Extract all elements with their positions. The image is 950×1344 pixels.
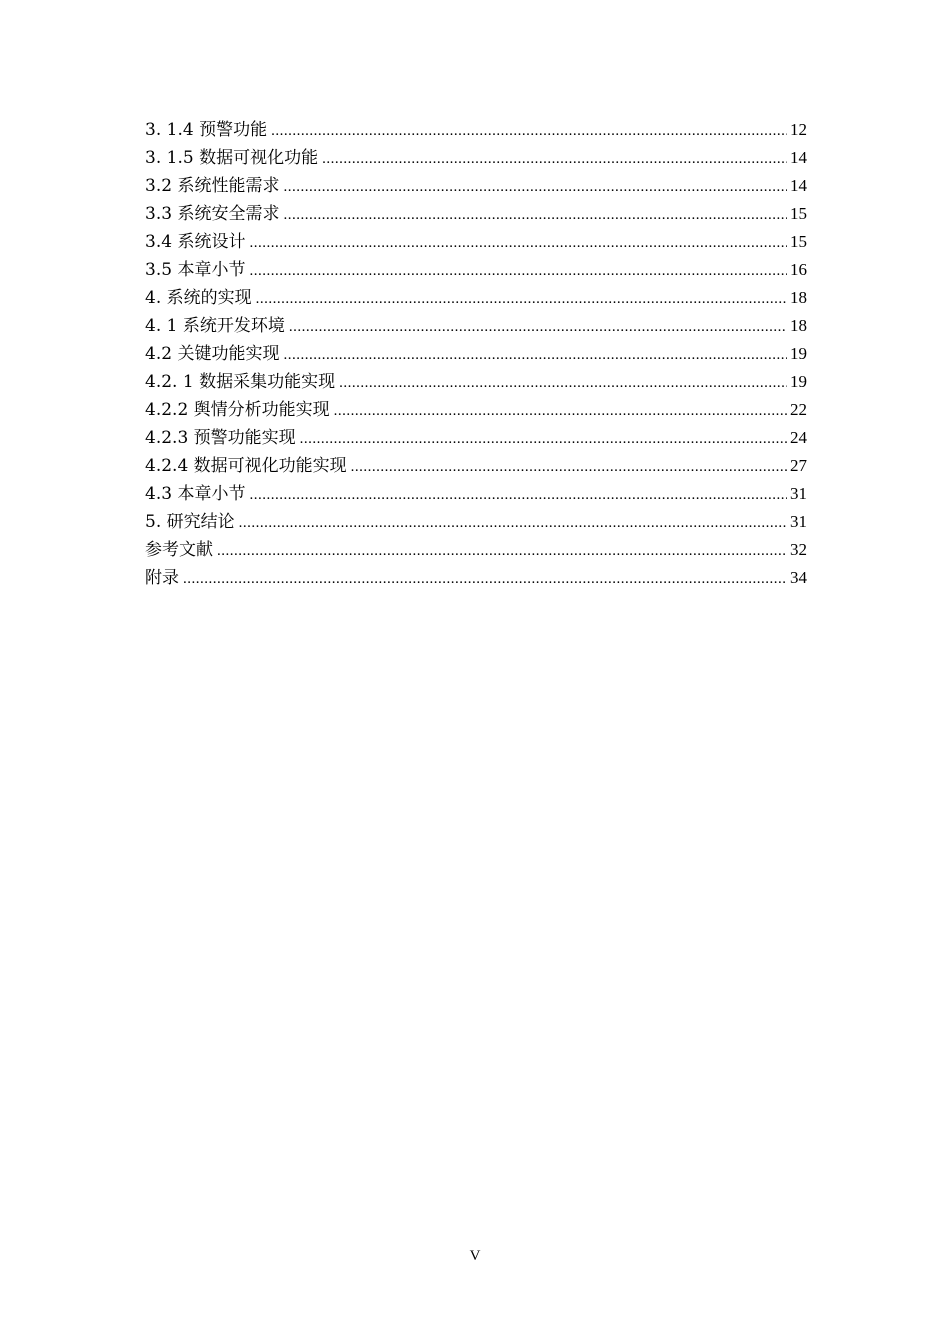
toc-entry[interactable] <box>145 368 807 396</box>
toc-entry-title: 4.3 本章小节 <box>145 484 246 504</box>
toc-dot-leader <box>239 509 787 537</box>
toc-entry-title: 4.2.3 预警功能实现 <box>145 428 296 448</box>
table-of-contents <box>145 116 807 592</box>
toc-entry[interactable] <box>145 508 807 536</box>
toc-entry-page: 31 <box>790 512 807 531</box>
toc-dot-leader <box>217 537 787 565</box>
toc-entry-title: 3.4 系统设计 <box>145 232 246 252</box>
toc-dot-leader <box>256 285 787 313</box>
toc-entry-title: 3.3 系统安全需求 <box>145 204 280 224</box>
toc-entry-page: 14 <box>790 148 807 167</box>
toc-entry[interactable] <box>145 536 807 564</box>
toc-dot-leader <box>271 117 787 145</box>
toc-entry-page: 14 <box>790 176 807 195</box>
toc-entry[interactable] <box>145 396 807 424</box>
toc-entry-page: 24 <box>790 428 807 447</box>
toc-dot-leader <box>249 229 787 257</box>
toc-entry[interactable] <box>145 200 807 228</box>
toc-entry-title: 4.2 关键功能实现 <box>145 344 280 364</box>
toc-dot-leader <box>322 145 787 173</box>
toc-entry[interactable] <box>145 284 807 312</box>
toc-entry-page: 22 <box>790 400 807 419</box>
toc-dot-leader <box>283 341 787 369</box>
toc-entry[interactable] <box>145 228 807 256</box>
toc-entry-title: 4.2. 1 数据采集功能实现 <box>145 372 336 392</box>
toc-entry-page: 32 <box>790 540 807 559</box>
toc-entry-page: 19 <box>790 344 807 363</box>
toc-dot-leader <box>283 201 787 229</box>
page-number: V <box>469 1248 481 1264</box>
toc-dot-leader <box>283 173 787 201</box>
toc-entry-title: 5. 研究结论 <box>145 512 235 532</box>
toc-entry-page: 12 <box>790 120 807 139</box>
toc-dot-leader <box>300 425 787 453</box>
toc-entry-title: 4.2.4 数据可视化功能实现 <box>145 456 347 476</box>
toc-entry[interactable] <box>145 452 807 480</box>
toc-entry-page: 15 <box>790 204 807 223</box>
toc-entry-page: 15 <box>790 232 807 251</box>
toc-entry-page: 34 <box>790 568 807 587</box>
toc-entry-page: 27 <box>790 456 807 475</box>
toc-entry-page: 19 <box>790 372 807 391</box>
toc-dot-leader <box>249 481 787 509</box>
toc-entry[interactable] <box>145 424 807 452</box>
toc-entry-page: 31 <box>790 484 807 503</box>
toc-entry-title: 3.5 本章小节 <box>145 260 246 280</box>
toc-dot-leader <box>289 313 787 341</box>
toc-dot-leader <box>183 565 787 593</box>
toc-dot-leader <box>334 397 787 425</box>
toc-entry[interactable] <box>145 144 807 172</box>
toc-entry-page: 16 <box>790 260 807 279</box>
toc-dot-leader <box>249 257 787 285</box>
toc-entry-title: 4. 系统的实现 <box>145 288 252 308</box>
toc-entry-title: 3.2 系统性能需求 <box>145 176 280 196</box>
toc-entry[interactable] <box>145 172 807 200</box>
toc-entry-title: 附录 <box>145 568 179 588</box>
toc-entry-title: 4.2.2 舆情分析功能实现 <box>145 400 330 420</box>
toc-entry[interactable] <box>145 564 807 592</box>
toc-entry-page: 18 <box>790 288 807 307</box>
toc-dot-leader <box>339 369 787 397</box>
toc-entry[interactable] <box>145 256 807 284</box>
toc-entry[interactable] <box>145 312 807 340</box>
toc-entry[interactable] <box>145 340 807 368</box>
toc-entry[interactable] <box>145 116 807 144</box>
toc-entry-title: 参考文献 <box>145 540 213 560</box>
toc-entry-title: 4. 1 系统开发环境 <box>145 316 285 336</box>
toc-entry[interactable] <box>145 480 807 508</box>
toc-dot-leader <box>351 453 787 481</box>
toc-entry-page: 18 <box>790 316 807 335</box>
toc-entry-title: 3. 1.4 预警功能 <box>145 120 268 140</box>
toc-entry-title: 3. 1.5 数据可视化功能 <box>145 148 319 168</box>
